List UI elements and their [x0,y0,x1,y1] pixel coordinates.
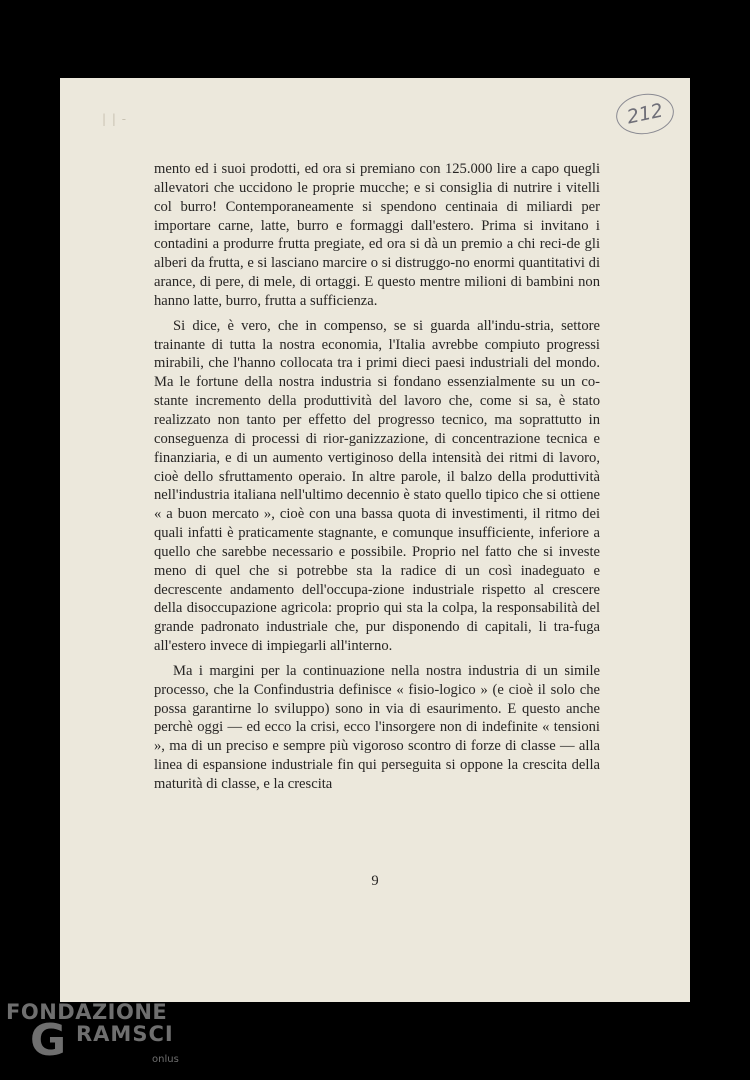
margin-pencil-mark: | | - [102,112,128,126]
logo-onlus: onlus [152,1054,179,1065]
paragraph-3: Ma i margini per la continuazione nella nostra industria di un simile processo, che la Confindustria definisce « fisio-logico » (e cioè il solo che possa garantirne lo sviluppo) sono in via di esaurimento. E questo anche perchè oggi — ed ecco la crisi, ecco l'insorgere non di indefinite « tensioni », ma di un preciso e sempre più vigoroso scontro di forze di classe — alla linea di espansione industriale fin qui perseguita si oppone la crescita della maturità di classe, e la crescita [154,662,600,792]
body-text [154,160,600,800]
folio-number-text: 212 [624,99,666,129]
logo-line-2: RAMSCI [76,1022,174,1046]
logo-initial: G [30,1015,67,1066]
logo-line-1: FONDAZIONE [6,1000,168,1024]
fondazione-gramsci-logo [6,998,196,1076]
paragraph-1: mento ed i suoi prodotti, ed ora si premiano con 125.000 lire a capo quegli allevatori che uccidono le proprie mucche; e si consiglia di nutrire i vitelli col burro! Contemporaneamente si spendono centinaia di miliardi per importare carne, latte, burro e formaggi dall'estero. Prima si invitano i contadini a produrre frutta pregiate, ed ora si dà un premio a chi reci-de gli alberi da frutta, e si lasciano marcire o si distruggo-no enormi quantitativi di arance, di pere, di mele, di ortaggi. E questo mentre milioni di bambini non hanno latte, burro, frutta a sufficienza. [154,161,600,309]
paragraph-2: Si dice, è vero, che in compenso, se si guarda all'indu-stria, settore trainante di tutta la nostra economia, l'Italia avrebbe compiuto progressi mirabili, che l'hanno collocata tra i primi dieci paesi industriali del mondo. Ma le fortune della nostra industria si fondano essenzialmente su un co-stante incremento della produttività del lavoro che, come si sa, è stato realizzato non tanto per effetto del progresso tecnico, ma soprattutto in conseguenza di processi di rior-ganizzazione, di concentrazione tecnica e finanziaria, e di un aumento vertiginoso della intensità dei ritmi di lavoro, cioè dello sfruttamento operaio. In altre parole, il balzo della produttività nell'industria italiana nell'ultimo decennio è stato quello tipico che si ottiene « a buon mercato », cioè con una bassa quota di investimenti, il ritmo dei quali infatti è praticamente stagnante, e comunque insufficiente, inferiore a quello che sarebbe necessario e possibile. Proprio nel fatto che si investe meno di quel che si potrebbe sta la radice di un così inadeguato e decrescente andamento dell'occupa-zione industriale rispetto al crescere della disoccupazione agricola: proprio qui sta la colpa, la responsabilità del grande padronato industriale che, pur disponendo di capitali, li tra-fuga all'estero invece di impiegarli all'interno. [154,317,600,655]
document-page [60,78,690,1002]
page-number: 9 [371,873,379,889]
handwritten-folio-number [613,90,676,138]
